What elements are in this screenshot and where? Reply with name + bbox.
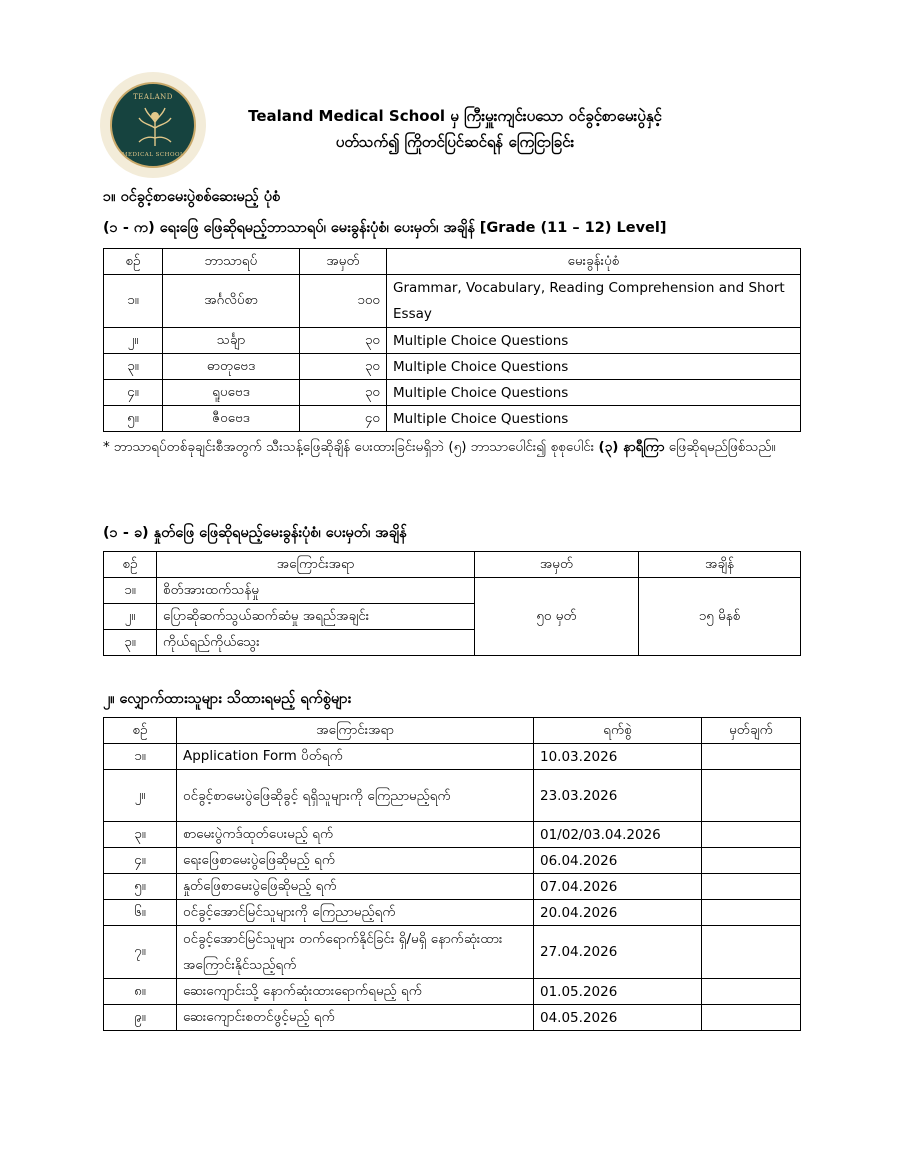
row-number: ၁။ <box>104 744 177 770</box>
logo-text-top: TEALAND <box>133 93 173 101</box>
item-cell: ဝင်ခွင့်စာမေးပွဲဖြေဆိုခွင့် ရရှိသူများကို ကြေညာမည့်ရက် <box>177 770 534 822</box>
table-row <box>104 406 801 432</box>
row-number: ၈။ <box>104 979 177 1005</box>
written-exam-note <box>103 433 808 461</box>
marks-cell: ၄၀ <box>300 406 387 432</box>
marks-cell: ၃၀ <box>300 354 387 380</box>
date-cell: 06.04.2026 <box>534 848 702 874</box>
table-row <box>104 380 801 406</box>
table-row <box>104 848 801 874</box>
oral-marks-cell: ၅၀ မှတ် <box>475 578 639 656</box>
school-logo <box>100 72 206 178</box>
table-header-row <box>104 718 801 744</box>
column-header: စဉ် <box>104 249 163 275</box>
table-row <box>104 822 801 848</box>
oral-exam-table <box>103 551 801 656</box>
subject-cell: အင်္ဂလိပ်စာ <box>163 275 300 328</box>
column-header: အကြောင်းအရာ <box>157 552 475 578</box>
table-row <box>104 354 801 380</box>
table-row <box>104 578 801 604</box>
row-number: ၃။ <box>104 630 157 656</box>
table-row <box>104 979 801 1005</box>
format-cell: Multiple Choice Questions <box>387 406 801 432</box>
marks-cell: ၃၀ <box>300 328 387 354</box>
column-header: မေးခွန်းပုံစံ <box>387 249 801 275</box>
column-header: စဉ် <box>104 718 177 744</box>
item-cell: ဆေးကျောင်းသို့ နောက်ဆုံးထားရောက်ရမည့် ရက် <box>177 979 534 1005</box>
table-row <box>104 1005 801 1031</box>
title-line-1: Tealand Medical School မှ ကြီးမှူးကျင်းပသော ဝင်ခွင့်စာမေးပွဲနှင့် <box>248 107 662 125</box>
date-cell: 20.04.2026 <box>534 900 702 926</box>
remark-cell <box>702 979 801 1005</box>
row-number: ၄။ <box>104 380 163 406</box>
oral-time-cell: ၁၅ မိနစ် <box>639 578 801 656</box>
subject-cell: ရူပဗေဒ <box>163 380 300 406</box>
row-number: ၃။ <box>104 822 177 848</box>
subject-cell: ဓာတုဗေဒ <box>163 354 300 380</box>
row-number: ၇။ <box>104 926 177 979</box>
row-number: ၃။ <box>104 354 163 380</box>
remark-cell <box>702 744 801 770</box>
format-cell: Multiple Choice Questions <box>387 328 801 354</box>
logo-emblem <box>110 82 196 168</box>
row-number: ၂။ <box>104 770 177 822</box>
section-2-heading: ၂။ လျှောက်ထားသူများ သိထားရမည့် ရက်စွဲများ <box>103 691 352 707</box>
row-number: ၅။ <box>104 874 177 900</box>
row-number: ၂။ <box>104 604 157 630</box>
item-cell: စာမေးပွဲကဒ်ထုတ်ပေးမည့် ရက် <box>177 822 534 848</box>
logo-text-bottom: MEDICAL SCHOOL <box>121 152 185 158</box>
dates-table <box>103 717 801 1031</box>
row-number: ၄။ <box>104 848 177 874</box>
format-cell: Multiple Choice Questions <box>387 354 801 380</box>
date-cell: 27.04.2026 <box>534 926 702 979</box>
date-cell: 07.04.2026 <box>534 874 702 900</box>
table-header-row <box>104 249 801 275</box>
table-row <box>104 328 801 354</box>
table-row <box>104 900 801 926</box>
date-cell: 10.03.2026 <box>534 744 702 770</box>
row-number: ၁။ <box>104 578 157 604</box>
table-row <box>104 770 801 822</box>
table-row <box>104 874 801 900</box>
column-header: စဉ် <box>104 552 157 578</box>
row-number: ၉။ <box>104 1005 177 1031</box>
table-row <box>104 275 801 328</box>
item-cell: Application Form ပိတ်ရက် <box>177 744 534 770</box>
column-header: အကြောင်းအရာ <box>177 718 534 744</box>
column-header: ဘာသာရပ် <box>163 249 300 275</box>
written-exam-heading: (၁ - က) ရေးဖြေ ဖြေဆိုရမည့်ဘာသာရပ်၊ မေးခွန်းပုံစံ၊ ပေးမှတ်၊ အချိန် [Grade (11 – 12) Level] <box>103 220 667 236</box>
table-row <box>104 926 801 979</box>
row-number: ၁။ <box>104 275 163 328</box>
column-header: ရက်စွဲ <box>534 718 702 744</box>
column-header: မှတ်ချက် <box>702 718 801 744</box>
oral-exam-heading: (၁ - ခ) နှုတ်ဖြေ ဖြေဆိုရမည့်မေးခွန်းပုံစံ၊ ပေးမှတ်၊ အချိန် <box>103 525 407 541</box>
note-text-end: ဖြေဆိုရမည်ဖြစ်သည်။ <box>668 439 776 455</box>
tree-icon <box>131 102 179 150</box>
column-header: အချိန် <box>639 552 801 578</box>
marks-cell: ၃၀ <box>300 380 387 406</box>
date-cell: 01/02/03.04.2026 <box>534 822 702 848</box>
note-text: * ဘာသာရပ်တစ်ခုချင်းစီအတွက် သီးသန့်ဖြေဆိုချိန် ပေးထားခြင်းမရှိဘဲ (၅) ဘာသာပေါင်း၍ စုစုပေါင်း <box>103 439 595 455</box>
column-header: အမှတ် <box>475 552 639 578</box>
remark-cell <box>702 926 801 979</box>
remark-cell <box>702 1005 801 1031</box>
remark-cell <box>702 874 801 900</box>
marks-cell: ၁၀၀ <box>300 275 387 328</box>
item-cell: ရေးဖြေစာမေးပွဲဖြေဆိုမည့် ရက် <box>177 848 534 874</box>
date-cell: 04.05.2026 <box>534 1005 702 1031</box>
table-header-row <box>104 552 801 578</box>
topic-cell: ကိုယ်ရည်ကိုယ်သွေး <box>157 630 475 656</box>
remark-cell <box>702 900 801 926</box>
format-cell: Grammar, Vocabulary, Reading Comprehension and Short Essay <box>387 275 801 328</box>
column-header: အမှတ် <box>300 249 387 275</box>
item-cell: ဝင်ခွင့်အောင်မြင်သူများ တက်ရောက်နိုင်ခြင်း ရှိ/မရှိ နောက်ဆုံးထားအကြောင်းနိုင်သည့်ရက် <box>177 926 534 979</box>
topic-cell: ပြောဆိုဆက်သွယ်ဆက်ဆံမှု အရည်အချင်း <box>157 604 475 630</box>
topic-cell: စိတ်အားထက်သန်မှု <box>157 578 475 604</box>
page-title <box>230 103 680 155</box>
row-number: ၆။ <box>104 900 177 926</box>
section-1-heading: ၁။ ဝင်ခွင့်စာမေးပွဲစစ်ဆေးမည့် ပုံစံ <box>103 189 281 205</box>
remark-cell <box>702 770 801 822</box>
item-cell: ဝင်ခွင့်အောင်မြင်သူများကို ကြေညာမည့်ရက် <box>177 900 534 926</box>
remark-cell <box>702 848 801 874</box>
date-cell: 23.03.2026 <box>534 770 702 822</box>
table-row <box>104 744 801 770</box>
title-line-2: ပတ်သက်၍ ကြိုတင်ပြင်ဆင်ရန် ကြေငြာခြင်း <box>335 133 575 151</box>
date-cell: 01.05.2026 <box>534 979 702 1005</box>
remark-cell <box>702 822 801 848</box>
item-cell: ဆေးကျောင်းစတင်ဖွင့်မည့် ရက် <box>177 1005 534 1031</box>
item-cell: နှုတ်ဖြေစာမေးပွဲဖြေဆိုမည့် ရက် <box>177 874 534 900</box>
subject-cell: ဇီဝဗေဒ <box>163 406 300 432</box>
row-number: ၅။ <box>104 406 163 432</box>
row-number: ၂။ <box>104 328 163 354</box>
written-exam-table <box>103 248 801 432</box>
format-cell: Multiple Choice Questions <box>387 380 801 406</box>
subject-cell: သင်္ချာ <box>163 328 300 354</box>
note-duration: (၃) နာရီကြာ <box>598 439 665 455</box>
